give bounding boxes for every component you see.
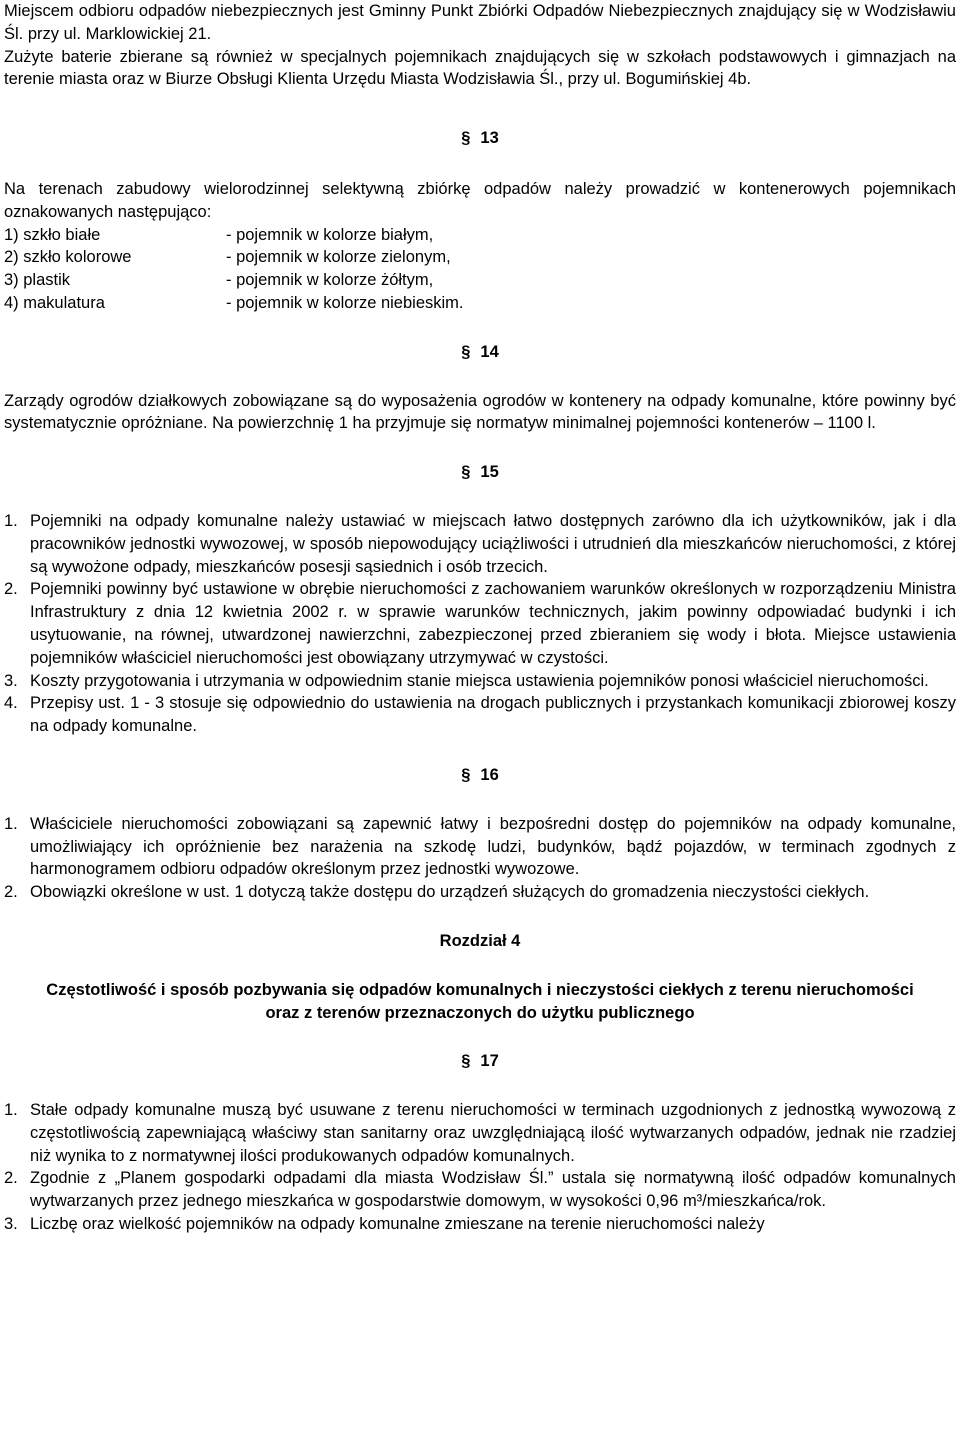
chapter-label: Rozdział 4 — [439, 931, 521, 950]
list-item: 4) makulatura - pojemnik w kolorze niebieskim. — [4, 293, 464, 312]
section-sign: § — [461, 463, 471, 482]
bin-list — [4, 224, 956, 315]
intro-paragraph-1: Miejscem odbioru odpadów niebezpiecznych jest Gminny Punkt Zbiórki Odpadów Niebezpiecznych znajdujący się w Wodzisławiu Śl. przy ul. Marklowickiej 21. — [4, 2, 956, 43]
list-item: 1. Pojemniki na odpady komunalne należy ustawiać w miejscach łatwo dostępnych zarówno dla ich użytkowników, jak i dla pracowników jednostki wywozowej, w sposób niepowodujący uciążliwości i utrudnień dla mieszkańców nieruchomości, z której są wywożone odpady, mieszkańców posesji sąsiednich i osób trzecich. — [4, 511, 956, 576]
section-15-list — [4, 510, 956, 738]
section-14-text: Zarządy ogrodów działkowych zobowiązane są do wyposażenia ogrodów w kontenery na odpady komunalne, które powinny być systematycznie opróżniane. Na powierzchnię 1 ha przyjmuje się normatyw minimalnej pojemności kontenerów – 1100 l. — [4, 391, 956, 433]
section-13-text: Na terenach zabudowy wielorodzinnej selektywną zbiórkę odpadów należy prowadzić w kontenerowych pojemnikach oznakowanych następująco: — [4, 179, 956, 221]
section-13-heading — [4, 127, 956, 150]
list-item: 2. Obowiązki określone w ust. 1 dotyczą także dostępu do urządzeń służących do gromadzenia nieczystości ciekłych. — [4, 883, 870, 902]
list-item: 1. Stałe odpady komunalne muszą być usuwane z terenu nieruchomości w terminach uzgodnionych z jednostką wywozową z częstotliwością zapewniającą właściwy stan sanitarny oraz uwzględniającą ilość wytwarzanych odpadów, jednak nie rzadziej niż wynika to z normatywnej ilości produkowanych odpadów komunalnych. — [4, 1101, 956, 1165]
section-15-heading — [4, 461, 956, 484]
section-sign: § — [461, 1052, 471, 1071]
list-item: 2. Pojemniki powinny być ustawione w obrębie nieruchomości z zachowaniem warunków określonych w rozporządzeniu Ministra Infrastruktury z dnia 12 kwietnia 2002 r. w sprawie warunków technicznych, jakim powinny odpowiadać budynki i ich usytuowanie, na równej, utwardzonej nawierzchni, zabezpieczonej przed zbieraniem się wody i błota. Miejsce ustawienia pojemników właściciel nieruchomości jest obowiązany utrzymywać w czystości. — [4, 580, 956, 667]
intro-paragraph-2: Zużyte baterie zbierane są również w specjalnych pojemnikach znajdujących się w szkołach podstawowych i gimnazjach na terenie miasta oraz w Biurze Obsługi Klienta Urzędu Miasta Wodzisławia Śl., przy ul. Bogumińskiej 4b. — [4, 47, 956, 89]
section-17-heading — [4, 1050, 956, 1073]
list-item: 2) szkło kolorowe - pojemnik w kolorze zielonym, — [4, 248, 451, 267]
list-item: 3. Koszty przygotowania i utrzymania w odpowiednim stanie miejsca ustawienia pojemników ponosi właściciel nieruchomości. — [4, 671, 929, 690]
list-item: 4. Przepisy ust. 1 - 3 stosuje się odpowiednio do ustawienia na drogach publicznych i przystankach komunikacji zbiorowej koszy na odpady komunalne. — [4, 694, 956, 736]
section-number: 13 — [480, 129, 499, 148]
list-item: 2. Zgodnie z „Planem gospodarki odpadami dla miasta Wodzisław Śl.” ustala się normatywną ilość odpadów komunalnych wytwarzanych przez jednego mieszkańca w gospodarstwie domowym, w wysokości 0,96 m³/mieszkańca/rok. — [4, 1169, 956, 1211]
section-number: 17 — [480, 1052, 499, 1071]
section-16-heading — [4, 764, 956, 787]
chapter-title: Częstotliwość i sposób pozbywania się odpadów komunalnych i nieczystości ciekłych z terenu nieruchomości oraz z terenów przeznaczonych do użytku publicznego — [46, 980, 914, 1022]
list-item: 3) plastik - pojemnik w kolorze żółtym, — [4, 271, 434, 290]
section-sign: § — [461, 765, 471, 784]
section-number: 14 — [480, 342, 499, 361]
list-item: 3. Liczbę oraz wielkość pojemników na odpady komunalne zmieszane na terenie nieruchomości należy — [4, 1215, 765, 1234]
section-number: 15 — [480, 463, 499, 482]
section-16-list — [4, 813, 956, 904]
section-sign: § — [461, 129, 471, 148]
section-14-heading — [4, 341, 956, 364]
section-17-list — [4, 1099, 956, 1236]
section-number: 16 — [480, 765, 499, 784]
section-sign: § — [461, 342, 471, 361]
list-item: 1. Właściciele nieruchomości zobowiązani są zapewnić łatwy i bezpośredni dostęp do pojemników na odpady komunalne, umożliwiający ich opróżnienie bez narażenia na szkodę ludzi, budynków, bądź pojazdów, w terminach zgodnych z harmonogramem odbioru odpadów określonym przez jednostki wywozowe. — [4, 814, 956, 879]
list-item: 1) szkło białe - pojemnik w kolorze białym, — [4, 225, 434, 244]
